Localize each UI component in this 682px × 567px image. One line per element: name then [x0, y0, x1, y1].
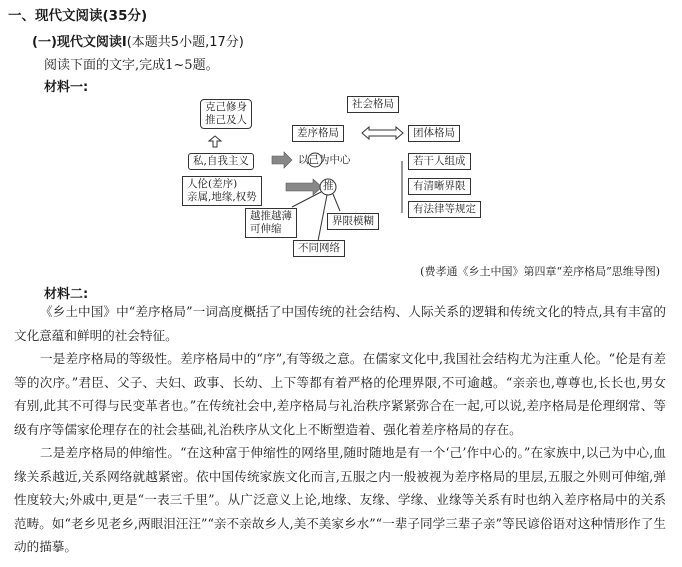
mind-map-diagram [180, 95, 494, 260]
diagram-caption: (费孝通《乡土中国》第四章“差序格局”思维导图) [420, 265, 660, 278]
push-node: 推 [323, 180, 334, 192]
subsection-note: (本题共5小题,17分) [126, 35, 244, 50]
box-private-egoism: 私,自我主义 [188, 153, 254, 170]
section-title: 一、现代文阅读(35分) [8, 8, 148, 24]
box-different-network: 不同网络 [293, 240, 345, 257]
box-clear-boundary: 有清晰界限 [408, 178, 471, 195]
paragraph-1: 《乡土中国》中“差序格局”一词高度概括了中国传统的社会结构、人际关系的逻辑和传统文化的特点,具有丰富的文化意蕴和鲜明的社会特征。 [14, 304, 666, 343]
subsection-heading [32, 31, 244, 50]
box-tuanti-geju: 团体格局 [408, 125, 460, 142]
paragraph-3: 二是差序格局的伸缩性。“在这种富于伸缩性的网络里,随时随地是有一个‘己’作中心的。”在家族中,以己为中心,血缘关系越近,关系网络就越紧密。依中国传统家族文化而言,五服之内一般被视为差序格局的里层,五服之外则可伸缩,弹性度较大;外戚中,更是“一表三千里”。从广泛意义上论,地缘、友缘、学缘、业缘等关系有时也纳入差序格局中的关系范畴。如“老乡见老乡,两眼泪汪汪”“亲不亲故乡人,美不美家乡水”“一辈子同学三辈子亲”等民谚俗语对这种情形作了生动的描摹。 [14, 445, 666, 554]
human-relations-line2: 亲属,地缘,权势 [187, 191, 257, 203]
material1-label: 材料一: [44, 80, 89, 95]
box-several-people: 若干人组成 [408, 153, 471, 170]
thinner-line1: 越推越薄 [250, 210, 292, 222]
material2-label: 材料二: [44, 287, 89, 302]
box-social-structure: 社会格局 [347, 96, 399, 113]
self-cultivation-line1: 克己修身 [205, 101, 247, 113]
human-relations-line1: 人伦(差序) [187, 178, 238, 190]
self-cultivation-line2: 推己及人 [205, 114, 247, 126]
box-self-cultivation [200, 99, 252, 129]
box-chaxu-geju: 差序格局 [292, 125, 344, 142]
box-self-center: 以己为中心 [298, 154, 351, 166]
paragraph-2: 一是差序格局的等级性。差序格局中的“序”,有等级之意。在儒家文化中,我国社会结构尤为注重人伦。“伦是有差等的次序。”君臣、父子、夫妇、政事、长幼、上下等都有着严格的伦理界限,不可逾越。“亲亲也,尊尊也,长长也,男女有别,此其不可得与民变革者也。”在传统社会中,差序格局与礼治秩序紧紧弥合在一起,可以说,差序格局是伦理纲常、等级有序等儒家伦理存在的社会基础,礼治秩序从文化上不断塑造着、强化着差序格局的存在。 [14, 351, 666, 437]
instruction: 阅读下面的文字,完成1~5题。 [44, 58, 219, 73]
thinner-line2: 可伸缩 [250, 223, 282, 235]
box-human-relations [182, 176, 262, 206]
subsection-title: (一)现代文阅读Ⅰ [32, 35, 127, 50]
box-thinner-flexible [245, 208, 297, 238]
box-legal-rules: 有法律等规定 [408, 201, 481, 218]
box-blurred-boundary: 界限模糊 [327, 213, 379, 230]
